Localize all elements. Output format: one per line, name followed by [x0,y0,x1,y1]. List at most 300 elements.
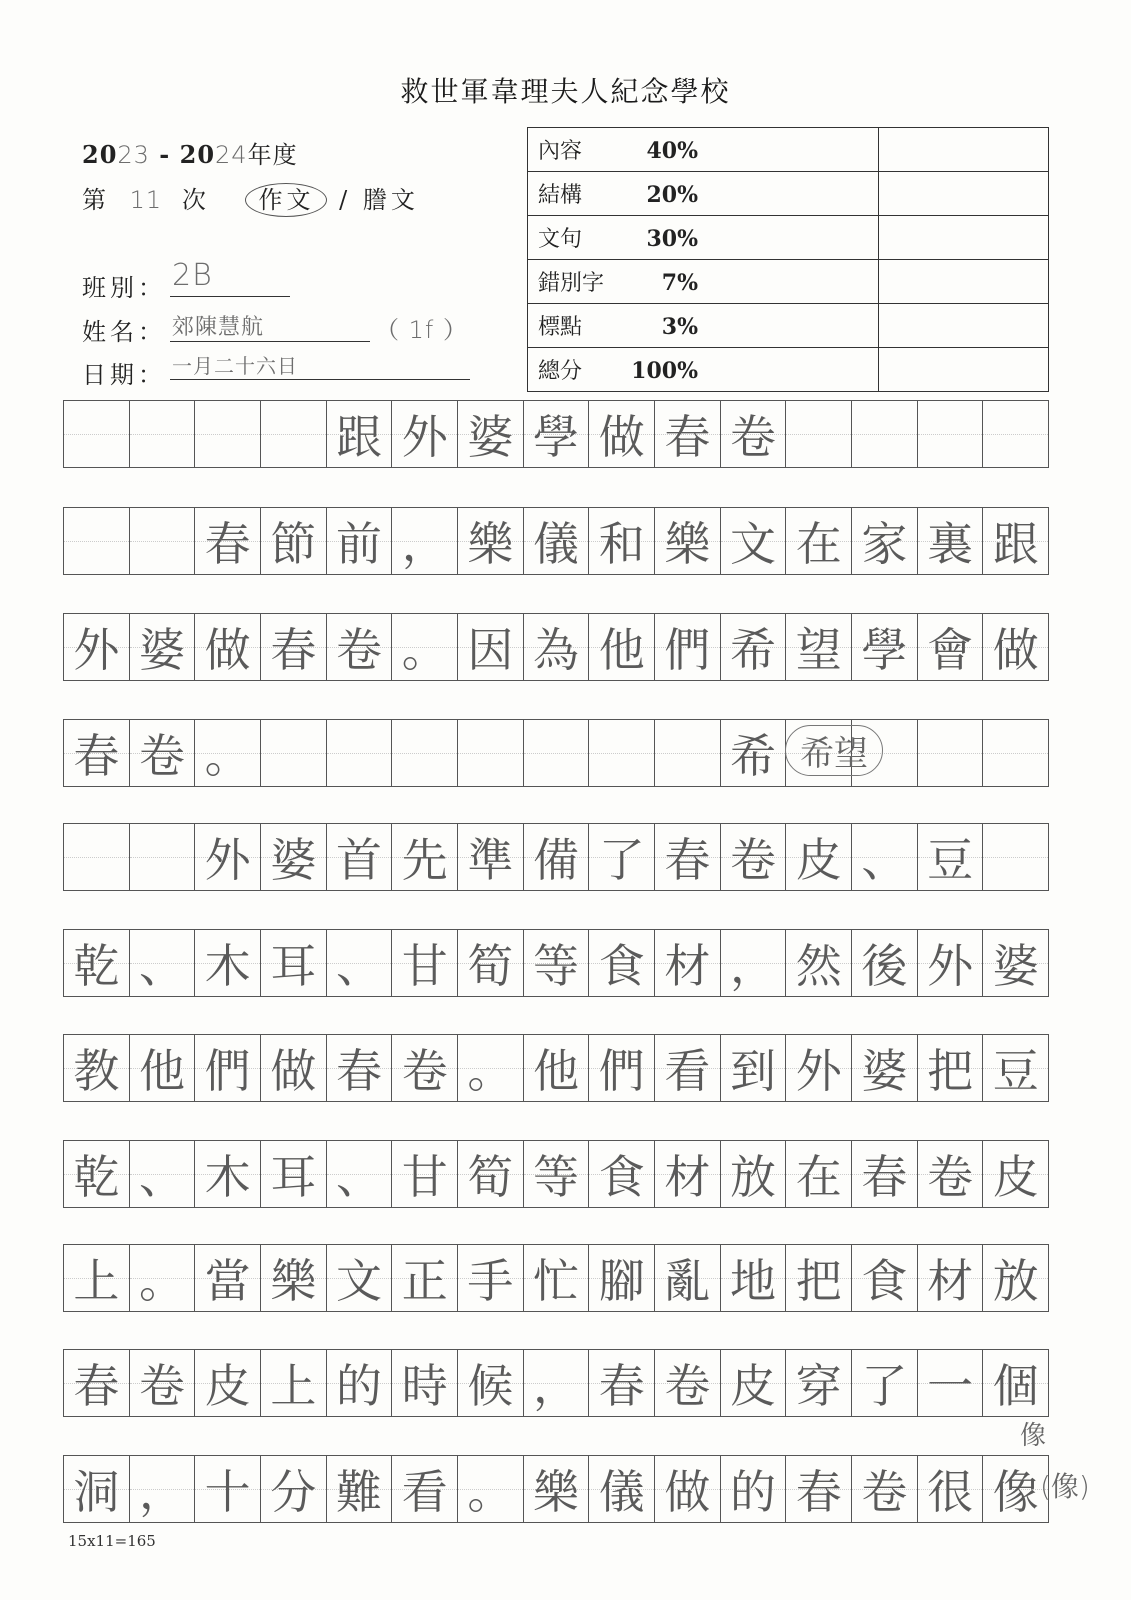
handwritten-char: 春 [204,517,251,571]
grid-cell [130,823,196,891]
grid-cell [392,719,458,787]
grid-cell [458,613,524,681]
handwritten-char: 。 [467,1465,514,1519]
grid-cell [327,823,393,891]
score-mark-cell[interactable] [879,260,1049,304]
grid-cell [63,1034,130,1102]
grid-cell [392,1140,458,1208]
type-other: 謄文 [362,186,419,214]
score-row [528,304,1049,348]
grid-cell [261,719,327,787]
grid-cell [327,929,393,997]
grid-cell [589,719,655,787]
handwritten-char: 皮 [730,1359,777,1413]
grid-cell [655,613,721,681]
name-underline [170,341,370,342]
handwritten-char: 地 [730,1254,777,1308]
handwritten-char: 筍 [467,1150,514,1204]
handwritten-char: 洞 [73,1465,120,1519]
handwritten-char: 。 [467,1044,514,1098]
handwritten-char: 做 [664,1465,711,1519]
handwritten-char: 當 [204,1254,251,1308]
grid-cell [983,613,1049,681]
grid-cell [589,507,655,575]
grid-cell [130,929,196,997]
grid-cell [130,1034,196,1102]
score-mark-cell[interactable] [879,348,1049,392]
year-end-hand: 24 [215,141,248,169]
grid-row [63,929,1049,997]
grid-cell [63,1244,130,1312]
grid-cell [63,823,130,891]
grid-cell [852,929,918,997]
handwritten-char: 儀 [598,1465,645,1519]
grid-cell [983,1034,1049,1102]
score-row [528,216,1049,260]
handwritten-char: 春 [336,1044,383,1098]
handwritten-char: 因 [467,623,514,677]
grid-cell [524,1244,590,1312]
date-value: 一月二十六日 [172,354,298,378]
handwritten-char: 卷 [730,410,777,464]
handwritten-char: 婆 [467,410,514,464]
handwritten-char: 樂 [270,1254,317,1308]
handwritten-char: 先 [401,833,448,887]
score-mark-cell[interactable] [879,304,1049,348]
grid-cell [261,613,327,681]
grid-cell [786,1034,852,1102]
grid-cell [130,507,196,575]
grid-cell [589,1034,655,1102]
grid-cell [458,400,524,468]
handwritten-char: 外 [795,1044,842,1098]
grid-cell [918,613,984,681]
handwritten-char: 婆 [270,833,317,887]
grid-cell [63,719,130,787]
score-row [528,128,1049,172]
grid-cell [327,400,393,468]
class-value: 2B [172,258,213,293]
grid-cell [918,400,984,468]
grid-cell [195,719,261,787]
grid-cell [195,507,261,575]
handwritten-char: 一 [927,1359,974,1413]
handwritten-char: 上 [73,1254,120,1308]
handwritten-char: 卷 [336,623,383,677]
handwritten-char: 春 [73,1359,120,1413]
class-label: 班別： [82,274,166,302]
handwritten-char: 在 [795,517,842,571]
grid-cell [458,1244,524,1312]
grid-cell [655,400,721,468]
score-label: 標點 [538,315,583,340]
academic-year [82,135,298,170]
margin-note-top: 像 [1020,1421,1047,1451]
grid-cell [983,719,1049,787]
grid-cell [852,1349,918,1417]
handwritten-char: 皮 [204,1359,251,1413]
grid-cell [63,1140,130,1208]
grid-cell [589,400,655,468]
grid-cell [261,823,327,891]
grid-cell [63,1455,130,1523]
handwritten-char: 為 [533,623,580,677]
grid-cell [392,1349,458,1417]
grid-cell [918,823,984,891]
grid-cell [852,507,918,575]
handwritten-char: ， [730,939,777,993]
grid-cell [786,929,852,997]
grid-cell [918,1244,984,1312]
handwritten-char: ， [139,1465,185,1519]
handwritten-char: 會 [927,623,974,677]
handwritten-char: 外 [73,623,120,677]
grid-cell [721,613,787,681]
grid-cell [918,1349,984,1417]
handwritten-char: 外 [204,833,251,887]
handwritten-char: 食 [861,1254,908,1308]
grid-cell [195,1244,261,1312]
handwritten-char: 了 [861,1359,908,1413]
grid-cell [918,929,984,997]
grid-cell [786,1455,852,1523]
grid-cell [327,1140,393,1208]
handwritten-char: 卷 [861,1465,908,1519]
grid-cell [589,1244,655,1312]
handwritten-char: 家 [861,517,908,571]
grid-cell [983,929,1049,997]
handwritten-char: 的 [730,1465,777,1519]
name-label: 姓名： [82,318,166,346]
handwritten-char: 卷 [927,1150,974,1204]
grid-cell [392,929,458,997]
grid-cell [524,613,590,681]
grid-row [63,1349,1049,1417]
handwritten-char: 材 [664,939,711,993]
handwritten-char: 後 [861,939,908,993]
handwritten-char: 個 [992,1359,1039,1413]
handwritten-char: 乾 [73,1150,120,1204]
handwritten-char: 忙 [533,1254,580,1308]
grid-cell [918,1140,984,1208]
handwritten-char: 卷 [664,1359,711,1413]
handwritten-char: 然 [795,939,842,993]
grid-row [63,1034,1049,1102]
handwritten-char: 希 [730,729,777,783]
handwritten-char: 、 [336,1150,383,1204]
handwritten-char: 材 [927,1254,974,1308]
grid-cell [655,1140,721,1208]
grid-cell [918,719,984,787]
handwritten-char: 準 [467,833,514,887]
grid-cell [458,719,524,787]
grid-cell [195,1140,261,1208]
date-label: 日期： [82,361,166,389]
score-row [528,348,1049,392]
grid-cell [721,400,787,468]
handwritten-char: 春 [270,623,317,677]
handwritten-char: 看 [664,1044,711,1098]
grid-cell [195,400,261,468]
grid-cell [589,929,655,997]
grid-cell [130,1244,196,1312]
name-value: 郊陳慧航 [172,315,265,340]
handwritten-char: 他 [139,1044,185,1098]
grid-cell [195,1455,261,1523]
handwritten-char: 耳 [270,1150,317,1204]
grid-cell [392,507,458,575]
score-label: 內容 [538,139,583,164]
grid-cell [261,1034,327,1102]
handwritten-char: 文 [730,517,777,571]
grid-row [63,719,1049,787]
handwritten-char: 甘 [401,1150,448,1204]
handwritten-char: 把 [795,1254,842,1308]
handwritten-char: 春 [861,1150,908,1204]
score-label: 文句 [538,227,583,252]
year-end-printed: 20 [179,140,216,169]
handwritten-char: 豆 [992,1044,1039,1098]
handwritten-char: 豆 [927,833,974,887]
handwritten-char: 在 [795,1150,842,1204]
grid-cell [655,823,721,891]
grid-cell [655,1349,721,1417]
score-percent: 30% [646,226,698,252]
grid-cell [458,1455,524,1523]
score-label: 錯別字 [538,271,605,296]
grid-cell [524,1140,590,1208]
grid-cell [721,1140,787,1208]
handwritten-char: 做 [204,623,251,677]
grid-cell [918,1034,984,1102]
round-number: 11 [129,186,163,214]
handwritten-char: 他 [533,1044,580,1098]
handwritten-char: ， [401,517,448,571]
handwritten-char: 他 [598,623,645,677]
grid-cell [918,507,984,575]
grid-cell [655,929,721,997]
handwritten-char: 食 [598,1150,645,1204]
grid-cell [458,823,524,891]
grid-cell [261,507,327,575]
handwritten-char: 做 [598,410,645,464]
handwritten-char: 卷 [139,1359,185,1413]
handwritten-char: 筍 [467,939,514,993]
handwritten-char: 婆 [139,623,185,677]
handwritten-char: 備 [533,833,580,887]
grid-count: 15x11=165 [68,1532,156,1550]
handwritten-char: 春 [795,1465,842,1519]
grid-cell [261,1244,327,1312]
grid-cell [524,929,590,997]
grid-cell [195,1034,261,1102]
grid-cell [524,823,590,891]
grid-cell [392,1244,458,1312]
score-mark-cell[interactable] [879,172,1049,216]
handwritten-char: 做 [270,1044,317,1098]
handwritten-char: 木 [204,939,251,993]
handwritten-char: 把 [927,1044,974,1098]
handwritten-char: 看 [401,1465,448,1519]
grid-cell [786,1244,852,1312]
grid-row [63,507,1049,575]
grid-cell [655,719,721,787]
grid-cell [524,1034,590,1102]
grid-cell [786,1140,852,1208]
handwritten-char: 首 [336,833,383,887]
grid-row [63,613,1049,681]
handwritten-char: 穿 [795,1359,842,1413]
handwritten-char: 等 [533,1150,580,1204]
grid-cell [327,1244,393,1312]
grid-cell [524,400,590,468]
handwritten-char: 跟 [992,517,1039,571]
score-label: 結構 [538,183,583,208]
grid-cell [327,719,393,787]
handwritten-char: 腳 [598,1254,645,1308]
grid-cell [130,1349,196,1417]
grid-cell [63,507,130,575]
score-percent: 40% [646,138,698,164]
grid-row [63,1455,1049,1523]
grid-cell [63,929,130,997]
handwritten-char: 。 [401,623,448,677]
handwritten-char: 外 [927,939,974,993]
handwritten-char: 的 [336,1359,383,1413]
grid-cell [327,1034,393,1102]
grid-cell [589,613,655,681]
grid-cell [261,1455,327,1523]
handwritten-char: 春 [598,1359,645,1413]
grid-row [63,823,1049,891]
grid-cell [327,613,393,681]
school-name: 救世軍韋理夫人紀念學校 [400,75,731,108]
grid-cell [130,613,196,681]
handwritten-char: ， [533,1359,580,1413]
grid-cell [130,719,196,787]
type-sep: / [339,186,352,214]
grid-cell [786,613,852,681]
grid-cell [983,507,1049,575]
grid-cell [786,823,852,891]
grid-cell [983,1140,1049,1208]
grid-cell [130,1455,196,1523]
grid-cell [392,400,458,468]
year-suffix: 年度 [247,141,298,169]
handwritten-char: 們 [598,1044,645,1098]
handwritten-char: 分 [270,1465,317,1519]
grid-cell [392,613,458,681]
grid-cell [392,1455,458,1523]
score-mark-cell[interactable] [879,128,1049,172]
grid-cell [721,1349,787,1417]
handwritten-char: 、 [139,939,185,993]
year-sep: - [149,140,180,169]
grid-cell [786,1349,852,1417]
handwritten-char: 春 [664,833,711,887]
score-criterion [528,260,879,304]
handwritten-char: 亂 [664,1254,711,1308]
grid-cell [655,507,721,575]
handwritten-char: 望 [795,623,842,677]
grid-cell [589,1455,655,1523]
handwritten-char: 耳 [270,939,317,993]
handwritten-char: 難 [336,1465,383,1519]
grid-cell [195,823,261,891]
score-mark-cell[interactable] [879,216,1049,260]
grid-cell [195,613,261,681]
grid-cell [852,400,918,468]
grid-cell [786,507,852,575]
grid-cell [458,1140,524,1208]
score-criterion [528,304,879,348]
handwritten-char: 婆 [861,1044,908,1098]
grid-cell [721,929,787,997]
grid-cell [63,1349,130,1417]
grid-cell [721,1455,787,1523]
handwritten-char: 卷 [730,833,777,887]
grid-cell [392,823,458,891]
handwritten-char: 時 [401,1359,448,1413]
margin-note-right: (像) [1040,1470,1090,1503]
grid-cell [983,1349,1049,1417]
grid-cell [327,1455,393,1523]
grid-cell [130,1140,196,1208]
score-criterion [528,348,879,392]
score-percent: 7% [661,270,698,296]
date-underline [170,379,470,380]
score-percent: 3% [661,314,698,340]
handwritten-char: 皮 [992,1150,1039,1204]
handwritten-char: 、 [336,939,383,993]
grid-row [63,1140,1049,1208]
handwritten-char: 乾 [73,939,120,993]
handwritten-char: 和 [598,517,645,571]
type-selected: 作文 [245,183,327,217]
grid-cell [261,1349,327,1417]
score-criterion [528,128,879,172]
grid-cell [721,1034,787,1102]
grid-cell [524,1349,590,1417]
handwritten-char: 樂 [467,517,514,571]
handwritten-char: 外 [401,410,448,464]
grid-cell [852,1244,918,1312]
grid-cell [786,400,852,468]
handwritten-char: 卷 [139,729,185,783]
grid-cell [852,823,918,891]
year-start-hand: 23 [117,141,150,169]
round-prefix: 第 [82,186,110,214]
handwritten-char: 放 [730,1150,777,1204]
grid-cell [655,1244,721,1312]
round-suffix: 次 [181,186,210,214]
grid-cell [261,929,327,997]
score-percent: 100% [631,358,698,384]
handwritten-char: 學 [861,623,908,677]
handwritten-char: 樂 [664,517,711,571]
score-label: 總分 [538,359,583,384]
grid-cell [721,719,787,787]
handwritten-char: 前 [336,517,383,571]
handwritten-char: 們 [204,1044,251,1098]
grid-cell [261,1140,327,1208]
grid-cell [130,400,196,468]
handwritten-char: 手 [467,1254,514,1308]
grid-cell [195,1349,261,1417]
handwritten-char: 放 [992,1254,1039,1308]
grid-cell [458,929,524,997]
handwritten-char: 裏 [927,517,974,571]
